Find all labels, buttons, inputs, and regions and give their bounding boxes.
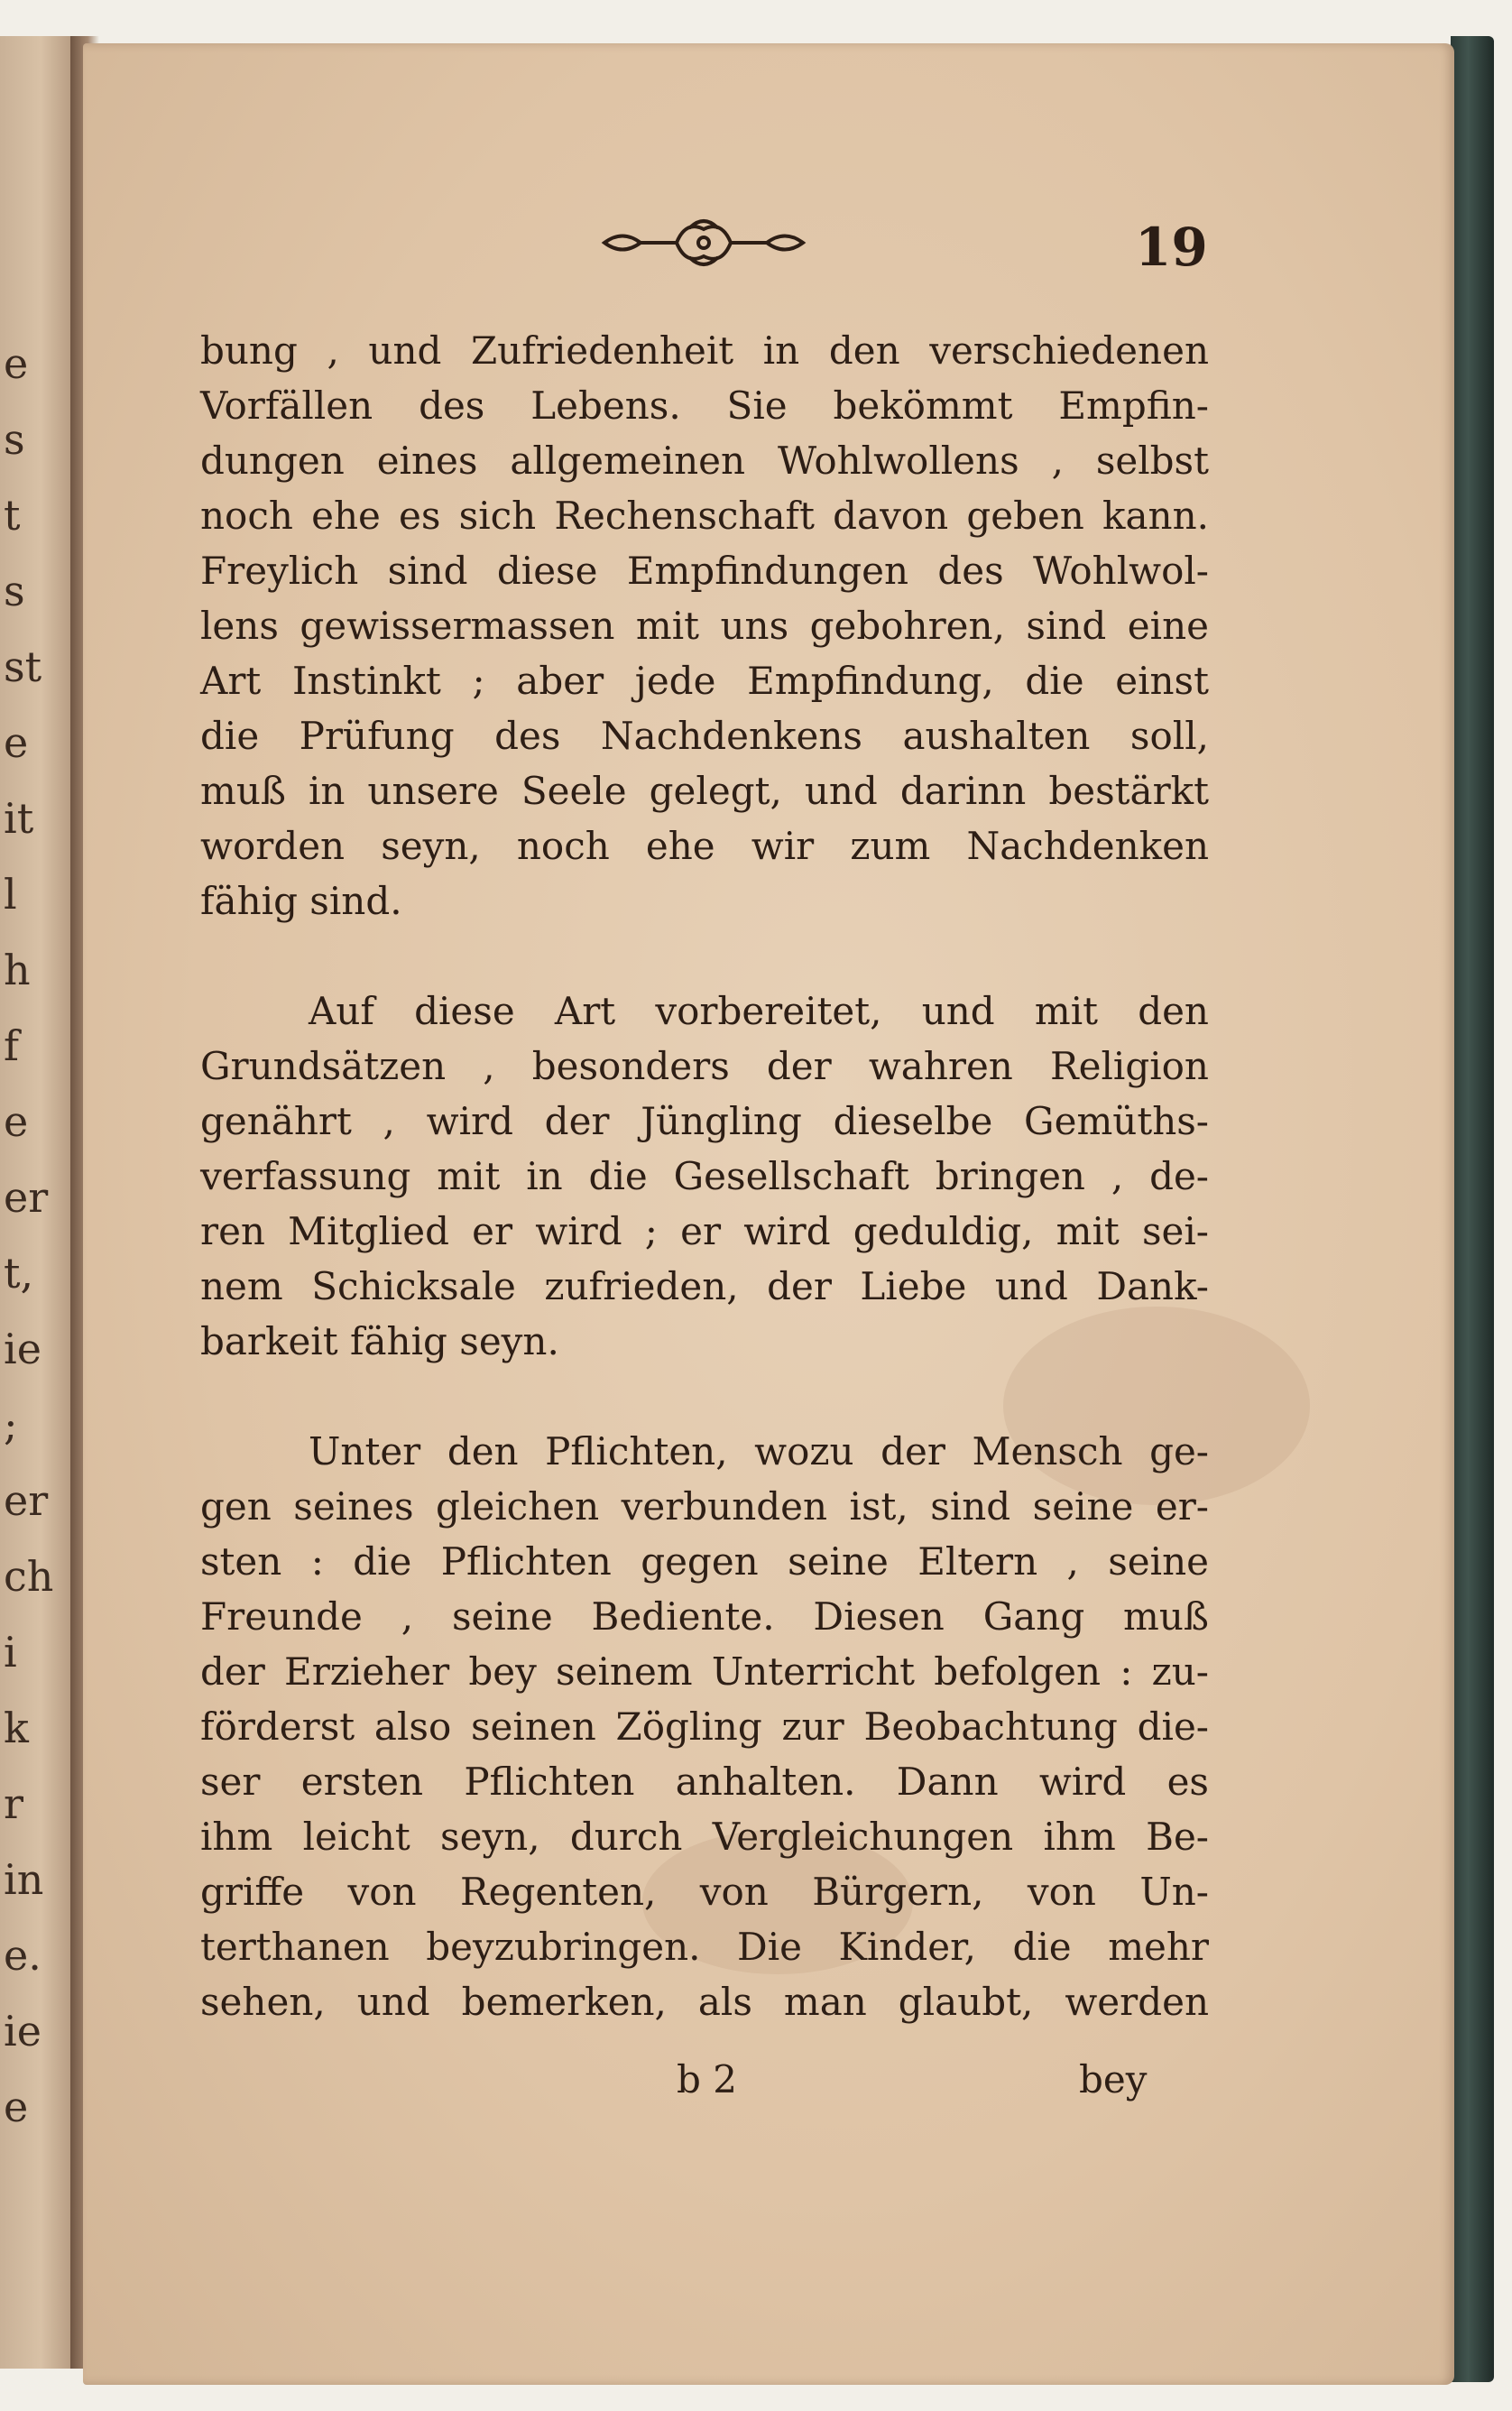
text-line: Auf diese Art vorbereitet, und mit den	[309, 989, 1209, 1033]
text-line: ren Mitglied er wird ; er wird geduldig, mit sei-	[200, 1209, 1209, 1253]
left-page-fragment: e.	[4, 1931, 41, 1980]
catchword: bey	[1079, 2057, 1148, 2102]
left-page-edge	[0, 36, 74, 2369]
signature-mark: b 2	[677, 2057, 737, 2102]
left-page-fragment: t	[4, 491, 21, 540]
text-line: der Erzieher bey seinem Unterricht befolgen : zu-	[200, 1649, 1209, 1694]
text-line: Grundsätzen , besonders der wahren Religion	[200, 1044, 1209, 1088]
text-line: terthanen beyzubringen. Die Kinder, die mehr	[200, 1925, 1209, 1969]
text-line: gen seines gleichen verbunden ist, sind seine er-	[200, 1484, 1209, 1529]
header-ornament-icon	[595, 211, 812, 274]
text-line: lens gewissermassen mit uns gebohren, sind eine	[200, 604, 1209, 648]
book-binding	[1451, 36, 1494, 2382]
text-line: förderst also seinen Zögling zur Beobachtung die-	[200, 1704, 1209, 1749]
left-page-fragment: e	[4, 339, 29, 388]
left-page-fragment: t,	[4, 1249, 34, 1298]
left-page-fragment: i	[4, 1628, 17, 1677]
text-line: muß in unsere Seele gelegt, und darinn bestärkt	[200, 769, 1209, 813]
text-line: Freunde , seine Bediente. Diesen Gang muß	[200, 1594, 1209, 1639]
text-line: fähig sind.	[200, 879, 402, 923]
left-page-fragment: st	[4, 642, 42, 691]
text-line: bung , und Zufriedenheit in den verschiedenen	[200, 328, 1209, 373]
left-page-fragment: f	[4, 1021, 20, 1070]
left-page-fragment: ch	[4, 1552, 54, 1601]
paragraph	[200, 984, 1209, 1369]
text-line: Art Instinkt ; aber jede Empfindung, die einst	[200, 659, 1209, 703]
text-line: griffe von Regenten, von Bürgern, von Un-	[200, 1870, 1209, 1914]
left-page-fragment: er	[4, 1476, 49, 1525]
left-page-fragment: h	[4, 946, 31, 994]
text-line: nem Schicksale zufrieden, der Liebe und Dank-	[200, 1264, 1209, 1308]
text-line: genährt , wird der Jüngling dieselbe Gemüths-	[200, 1099, 1209, 1143]
left-page-fragment: in	[4, 1855, 44, 1904]
text-line: Vorfällen des Lebens. Sie bekömmt Empfin-	[200, 383, 1209, 428]
text-line: ihm leicht seyn, durch Vergleichungen ihm Be-	[200, 1815, 1209, 1859]
text-line: worden seyn, noch ehe wir zum Nachdenken	[200, 824, 1209, 868]
left-page-fragment: k	[4, 1704, 29, 1752]
text-line: sten : die Pflichten gegen seine Eltern , seine	[200, 1539, 1209, 1584]
left-page-fragment: e	[4, 718, 29, 767]
page-number: 19	[1135, 217, 1208, 278]
left-page-fragment: e	[4, 1097, 29, 1146]
left-page-fragment: it	[4, 794, 34, 843]
text-line: Freylich sind diese Empfindungen des Wohlwol-	[200, 549, 1209, 593]
left-page-fragment: s	[4, 567, 25, 615]
text-line: noch ehe es sich Rechenschaft davon geben kann.	[200, 494, 1209, 538]
paragraph	[200, 1424, 1209, 2029]
text-line: barkeit fähig seyn.	[200, 1319, 559, 1363]
left-page-fragment: e	[4, 2083, 29, 2131]
left-page-fragment: r	[4, 1779, 23, 1828]
text-line: ser ersten Pflichten anhalten. Dann wird es	[200, 1760, 1209, 1804]
left-page-fragment: ;	[4, 1400, 18, 1449]
left-page-fragment: er	[4, 1173, 49, 1222]
body-text	[200, 323, 1209, 2029]
text-line: die Prüfung des Nachdenkens aushalten soll,	[200, 714, 1209, 758]
text-line: dungen eines allgemeinen Wohlwollens , selbst	[200, 439, 1209, 483]
text-line: Unter den Pflichten, wozu der Mensch ge-	[309, 1429, 1209, 1473]
text-line: sehen, und bemerken, als man glaubt, werden	[200, 1980, 1209, 2024]
left-page-fragment: ie	[4, 1325, 41, 1373]
left-page-fragment: l	[4, 870, 17, 919]
left-page-fragment: ie	[4, 2007, 41, 2055]
text-line: verfassung mit in die Gesellschaft bringen , de-	[200, 1154, 1209, 1198]
left-page-fragment: s	[4, 415, 25, 464]
paragraph	[200, 323, 1209, 928]
